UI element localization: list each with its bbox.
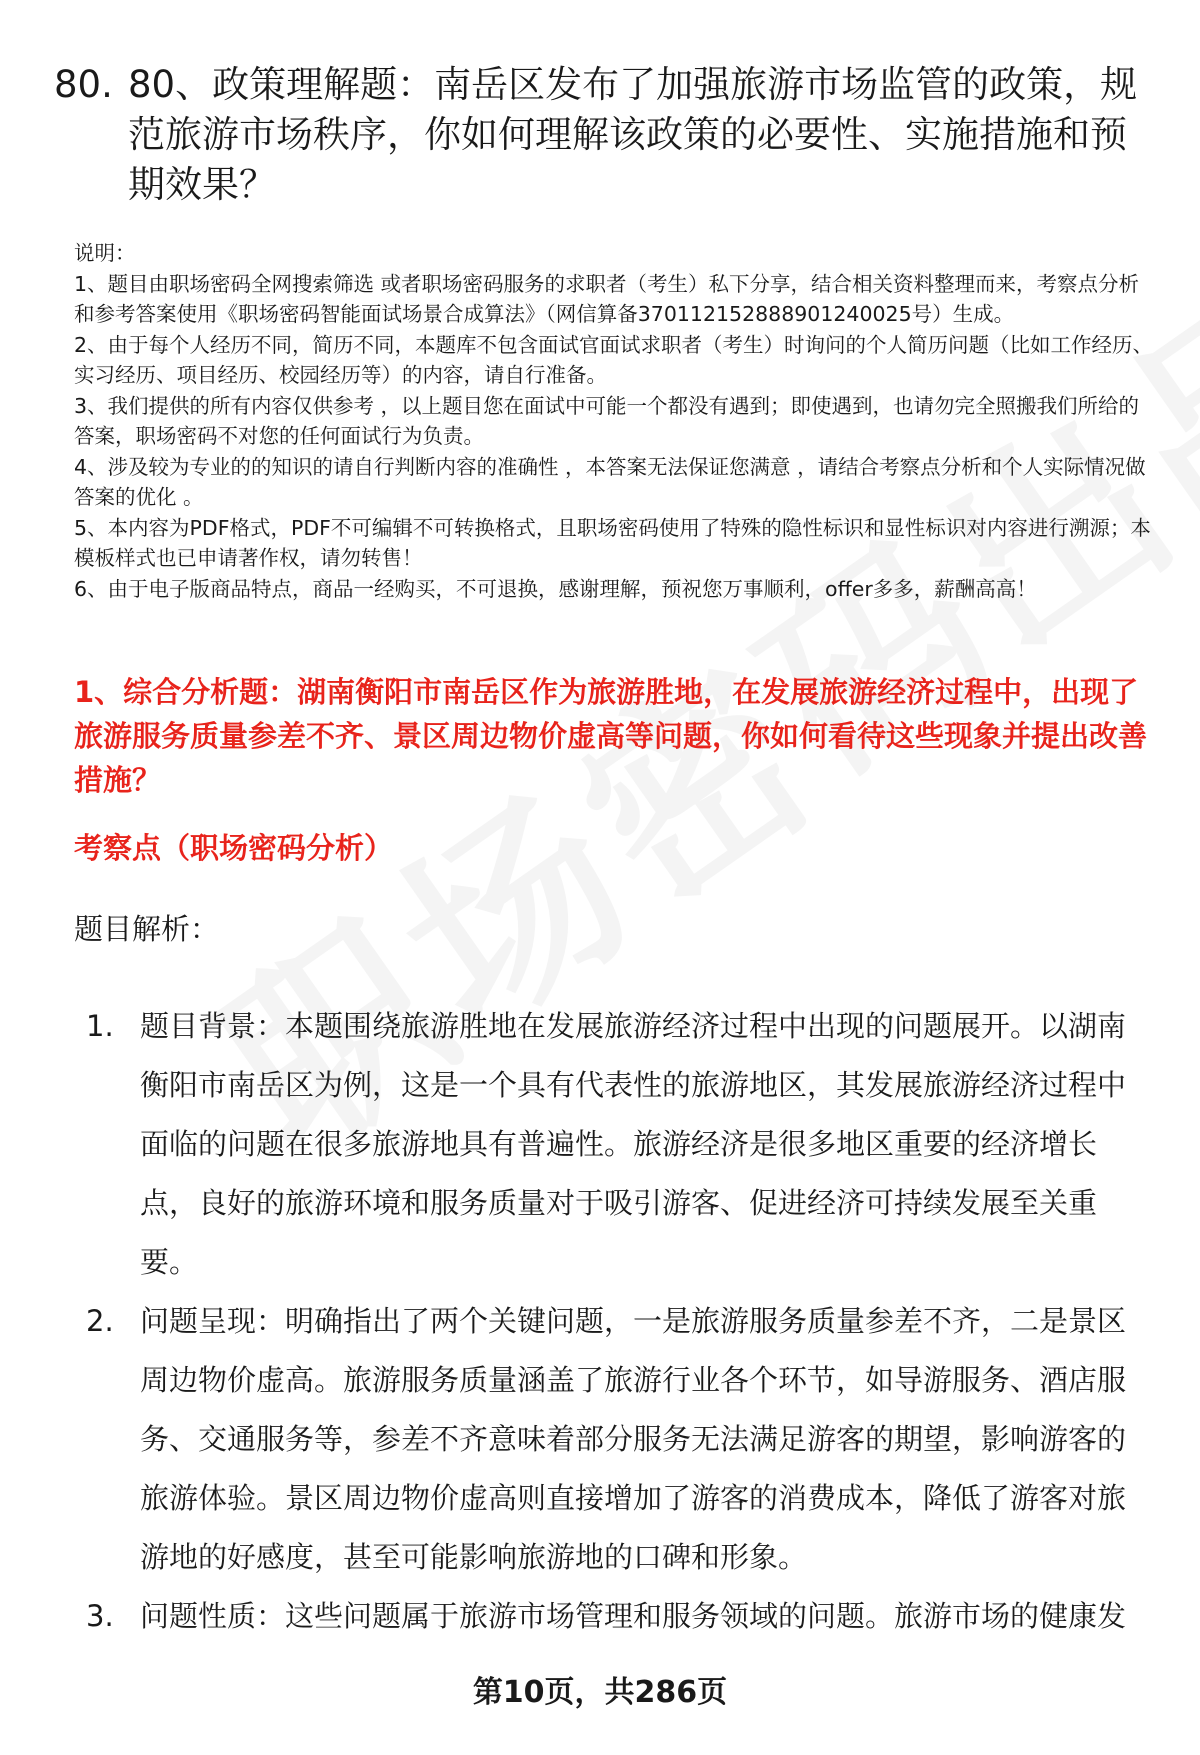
note-item: 1、题目由职场密码全网搜索筛选 或者职场密码服务的求职者（考生）私下分享，结合相关资料整理而来，考察点分析和参考答案使用《职场密码智能面试场景合成算法》（网信算备370112152888901240025号）生成。 [74, 271, 1140, 326]
question-header [54, 60, 1154, 210]
note-item: 5、本内容为PDF格式，PDF不可编辑不可转换格式，且职场密码使用了特殊的隐性标识和显性标识对内容进行溯源；本模板样式也已申请著作权，请勿转售！ [74, 515, 1151, 570]
notes-block [74, 238, 1154, 604]
question-number: 80. [54, 63, 113, 106]
section-title: 1、综合分析题：湖南衡阳市南岳区作为旅游胜地，在发展旅游经济过程中，出现了旅游服务质量参差不齐、景区周边物价虚高等问题，你如何看待这些现象并提出改善措施？ [74, 675, 1148, 797]
note-item: 6、由于电子版商品特点，商品一经购买，不可退换，感谢理解，预祝您万事顺利，offer多多，薪酬高高！ [74, 576, 1037, 601]
list-item-text: 问题呈现：明确指出了两个关键问题，一是旅游服务质量参差不齐，二是景区周边物价虚高。旅游服务质量涵盖了旅游行业各个环节，如导游服务、酒店服务、交通服务等，参差不齐意味着部分服务无法满足游客的期望，影响游客的旅游体验。景区周边物价虚高则直接增加了游客的消费成本，降低了游客对旅游地的好感度，甚至可能影响旅游地的口碑和形象。 [140, 1304, 1127, 1574]
page-footer: 第10页，共286页 [472, 1675, 728, 1710]
list-item-text: 问题性质：这些问题属于旅游市场管理和服务领域的问题。旅游市场的健康发 [140, 1599, 1127, 1633]
list-item-text: 题目背景：本题围绕旅游胜地在发展旅游经济过程中出现的问题展开。以湖南衡阳市南岳区为例，这是一个具有代表性的旅游地区，其发展旅游经济过程中面临的问题在很多旅游地具有普遍性。旅游经济是很多地区重要的经济增长点，良好的旅游环境和服务质量对于吸引游客、促进经济可持续发展至关重要。 [140, 1009, 1127, 1279]
note-item: 3、我们提供的所有内容仅供参考 ，以上题目您在面试中可能一个都没有遇到；即使遇到，也请勿完全照搬我们所给的答案，职场密码不对您的任何面试行为负责。 [74, 393, 1140, 448]
list-item-number: 1. [86, 1009, 114, 1043]
question-text: 80、政策理解题：南岳区发布了加强旅游市场监管的政策，规范旅游市场秩序，你如何理解该政策的必要性、实施措施和预期效果？ [128, 63, 1138, 206]
list-item [74, 997, 1154, 1292]
note-item: 2、由于每个人经历不同，简历不同，本题库不包含面试官面试求职者（考生）时询问的个人简历问题（比如工作经历、实习经历、项目经历、校园经历等）的内容，请自行准备。 [74, 332, 1154, 387]
notes-title: 说明： [74, 241, 136, 265]
kaochadian-heading: 考察点（职场密码分析） [74, 831, 394, 865]
list-item-number: 2. [86, 1304, 114, 1338]
note-item: 4、涉及较为专业的的知识的请自行判断内容的准确性 ，本答案无法保证您满意 ，请结合考察点分析和个人实际情况做答案的优化 。 [74, 454, 1146, 509]
analysis-list [74, 997, 1154, 1646]
jiexi-heading: 题目解析： [74, 912, 220, 946]
list-item [74, 1292, 1154, 1587]
list-item [74, 1587, 1154, 1646]
list-item-number: 3. [86, 1599, 114, 1633]
